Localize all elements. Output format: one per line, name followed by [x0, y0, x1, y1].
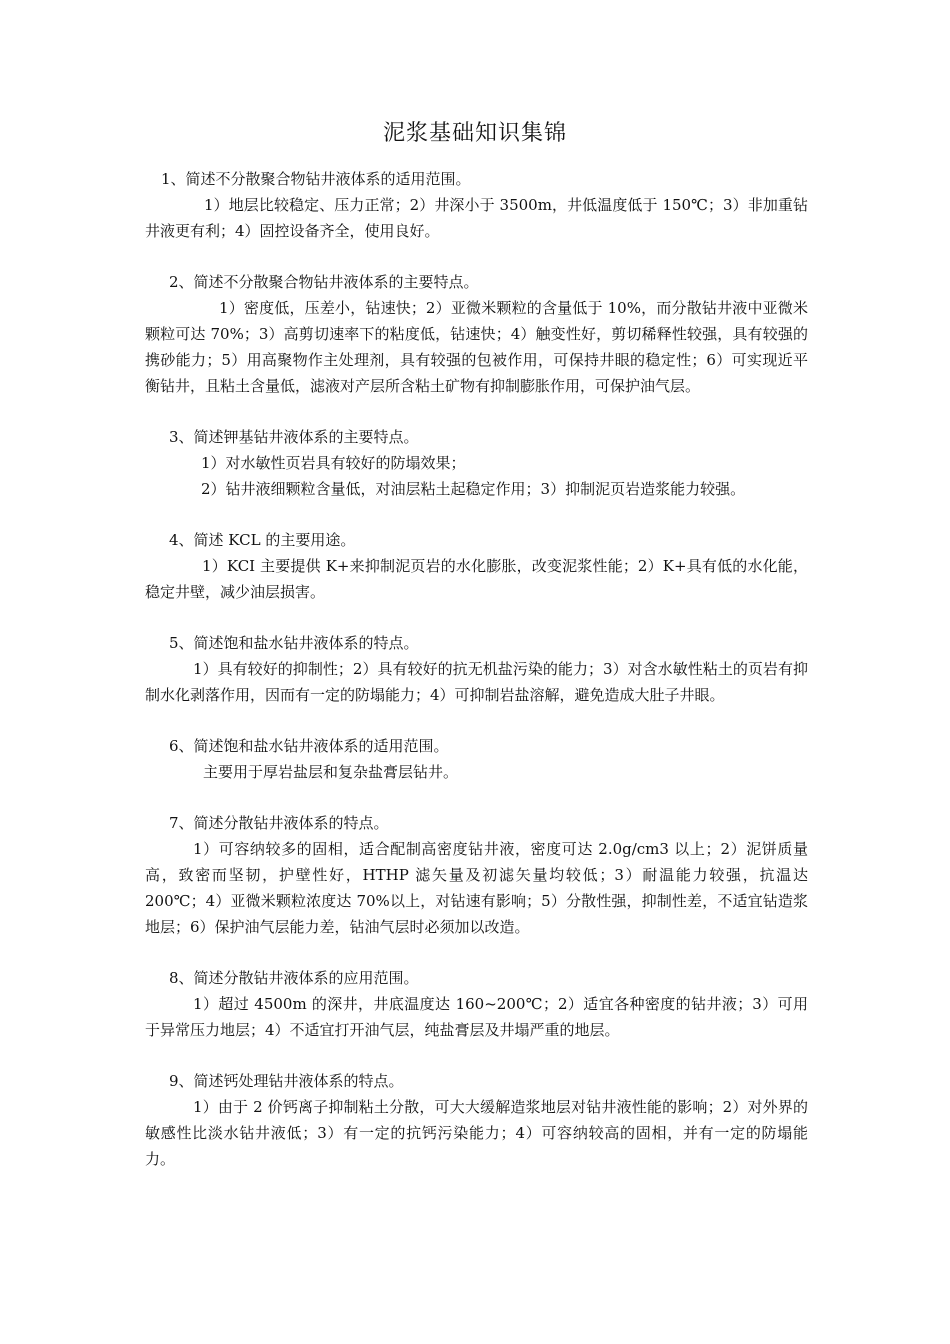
question-9: 9、简述钙处理钻井液体系的特点。 — [169, 1072, 404, 1090]
question-3: 3、简述钾基钻井液体系的主要特点。 — [169, 428, 419, 446]
answer-1: 1）地层比较稳定、压力正常；2）井深小于 3500m，井低温度低于 150℃；3）非加重钻井液更有利；4）固控设备齐全，使用良好。 — [145, 196, 808, 240]
answer-7: 1）可容纳较多的固相，适合配制高密度钻井液，密度可达 2.0g/cm3 以上；2）泥饼质量高，致密而坚韧，护壁性好，HTHP 滤矢量及初滤矢量均较低；3）耐温能力较强，抗温达 200℃；4）亚微米颗粒浓度达 70%以上，对钻速有影响；5）分散性强，抑制性差，不适宜钻造浆地层；6）保护油气层能力差，钻油气层时必须加以改造。 — [145, 840, 808, 936]
document-body — [145, 166, 808, 1172]
answer-2: 1）密度低，压差小，钻速快；2）亚微米颗粒的含量低于 10%，而分散钻井液中亚微米颗粒可达 70%；3）高剪切速率下的粘度低，钻速快；4）触变性好，剪切稀释性较强，具有较强的携砂能力；5）用高聚物作主处理剂，具有较强的包被作用，可保持井眼的稳定性；6）可实现近平衡钻井，且粘土含量低，滤液对产层所含粘土矿物有抑制膨胀作用，可保护油气层。 — [145, 299, 808, 395]
answer-4: 1）KCI 主要提供 K+来抑制泥页岩的水化膨胀，改变泥浆性能；2）K+具有低的水化能，稳定井壁，减少油层损害。 — [145, 557, 808, 601]
question-2: 2、简述不分散聚合物钻井液体系的主要特点。 — [169, 273, 479, 291]
question-4: 4、简述 KCL 的主要用途。 — [169, 531, 356, 549]
answer-3-line-1: 1）对水敏性页岩具有较好的防塌效果； — [201, 454, 466, 472]
document-title: 泥浆基础知识集锦 — [382, 121, 567, 146]
answer-5: 1）具有较好的抑制性；2）具有较好的抗无机盐污染的能力；3）对含水敏性粘土的页岩有抑制水化剥落作用，因而有一定的防塌能力；4）可抑制岩盐溶解，避免造成大肚子井眼。 — [145, 660, 808, 704]
answer-9: 1）由于 2 价钙离子抑制粘土分散，可大大缓解造浆地层对钻井液性能的影响；2）对外界的敏感性比淡水钻井液低；3）有一定的抗钙污染能力；4）可容纳较高的固相，并有一定的防塌能力。 — [145, 1098, 808, 1168]
answer-6: 主要用于厚岩盐层和复杂盐膏层钻井。 — [203, 763, 459, 781]
question-6: 6、简述饱和盐水钻井液体系的适用范围。 — [169, 737, 449, 755]
question-5: 5、简述饱和盐水钻井液体系的特点。 — [169, 634, 419, 652]
question-7: 7、简述分散钻井液体系的特点。 — [169, 814, 389, 832]
answer-3-line-2: 2）钻井液细颗粒含量低，对油层粘土起稳定作用；3）抑制泥页岩造浆能力较强。 — [201, 480, 746, 498]
answer-8: 1）超过 4500m 的深井，井底温度达 160~200℃；2）适宜各种密度的钻井液；3）可用于异常压力地层；4）不适宜打开油气层，纯盐膏层及井塌严重的地层。 — [145, 995, 808, 1039]
question-8: 8、简述分散钻井液体系的应用范围。 — [169, 969, 419, 987]
question-1: 1、简述不分散聚合物钻井液体系的适用范围。 — [161, 170, 471, 188]
